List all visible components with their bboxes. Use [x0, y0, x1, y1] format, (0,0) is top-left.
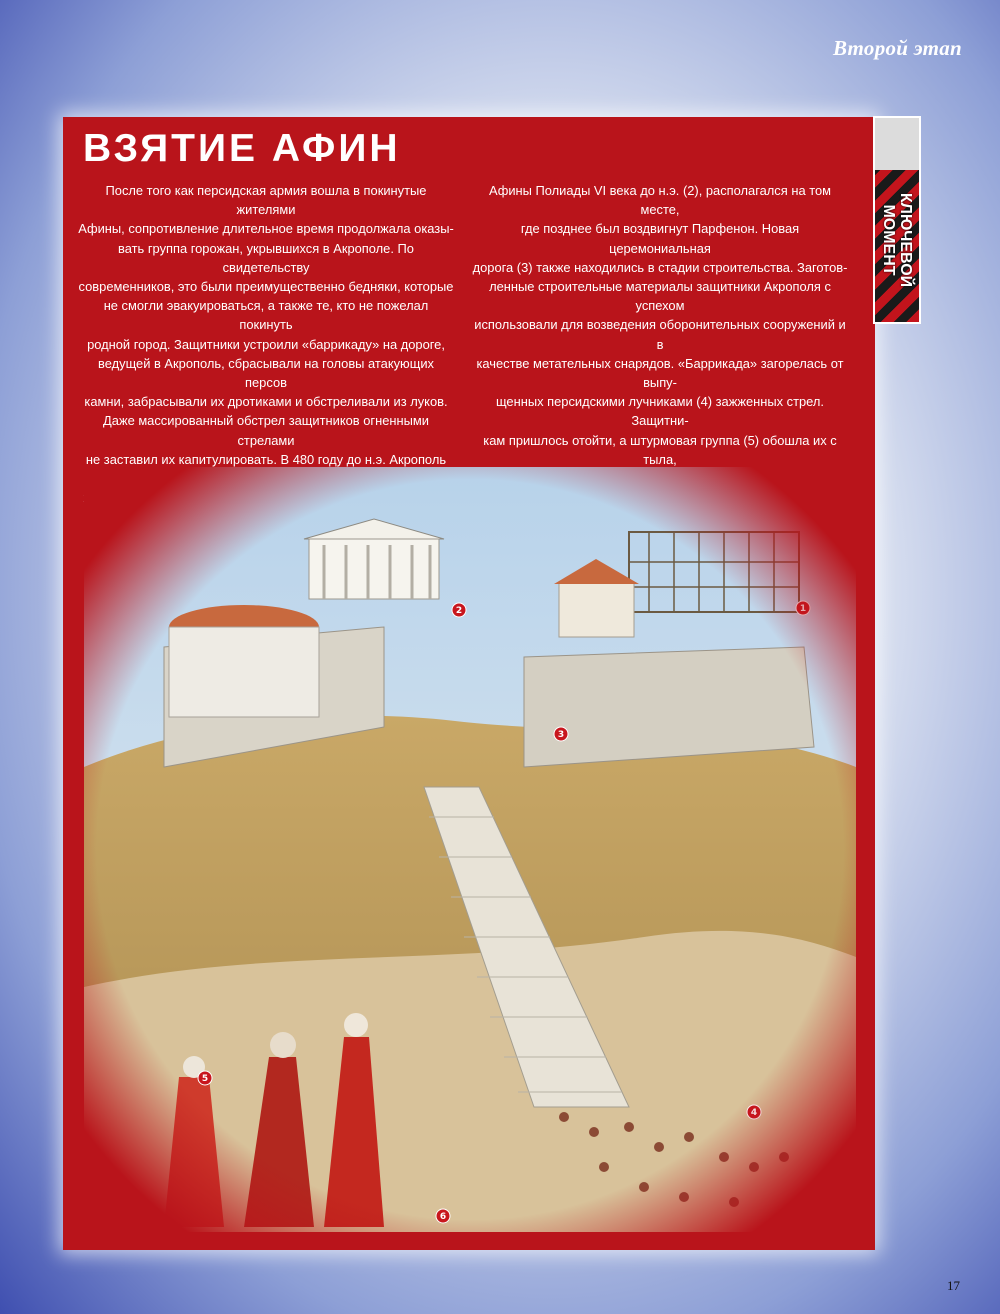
section-tag: Второй этап — [832, 36, 962, 60]
key-moment-badge — [873, 116, 921, 324]
page-number: 17 — [947, 1278, 960, 1293]
text-line: использовали для возведения оборонительных сооружений и в — [474, 317, 846, 352]
text-line: кам пришлось отойти, а штурмовая группа (5) обошла их с тыла, — [483, 432, 837, 467]
badge-warrior-emblem — [875, 118, 919, 170]
acropolis-scene — [84, 467, 856, 1232]
text-line: После того как персидская армия вошла в покинутые жителями — [105, 183, 427, 218]
text-line: Даже массированный обстрел защитников огненными стрелами — [103, 413, 429, 448]
article-title: ВЗЯТИЕ АФИН — [83, 127, 401, 170]
text-line: вать группа горожан, укрывшихся в Акрополе. По свидетельству — [118, 240, 414, 275]
badge-label — [880, 193, 914, 287]
text-line: Афины, сопротивление длительное время продолжала оказы- — [78, 221, 454, 237]
badge-line-1: КЛЮЧЕВОЙ — [897, 192, 914, 288]
text-line: не смогли эвакуироваться, а также те, кто не пожелал покинуть — [103, 298, 429, 333]
vignette — [84, 467, 856, 1232]
text-line: Афины Полиады VI века до н.э. (2), располагался на том месте, — [489, 183, 831, 218]
text-line: ведущей в Акрополь, сбрасывали на головы атакующих персов — [98, 355, 434, 391]
text-line: родной город. Защитники устроили «баррикаду» на дороге, — [87, 336, 445, 352]
text-line: где позднее был воздвигнут Парфенон. Новая церемониальная — [520, 221, 800, 256]
text-line: качестве метательных снарядов. «Баррикада» загорелась от выпу- — [476, 355, 844, 391]
article-panel — [63, 117, 875, 1250]
text-line: не заставил их капитулировать. В 480 году до н.э. Акрополь — [85, 451, 447, 467]
acropolis-illustration — [84, 467, 856, 1232]
badge-line-2: МОМЕНТ — [880, 204, 897, 276]
text-line: щенных персидскими лучниками (4) зажженных стрел. Защитни- — [495, 394, 825, 429]
text-line: ленные строительные материалы защитники Акрополя с успехом — [489, 279, 831, 314]
text-line: современников, это были преимущественно бедняки, которые — [78, 279, 454, 295]
text-line: камни, забрасывали их дротиками и обстреливали из луков. — [84, 394, 448, 410]
text-line: дорога (3) также находились в стадии строительства. Заготов- — [472, 259, 848, 275]
